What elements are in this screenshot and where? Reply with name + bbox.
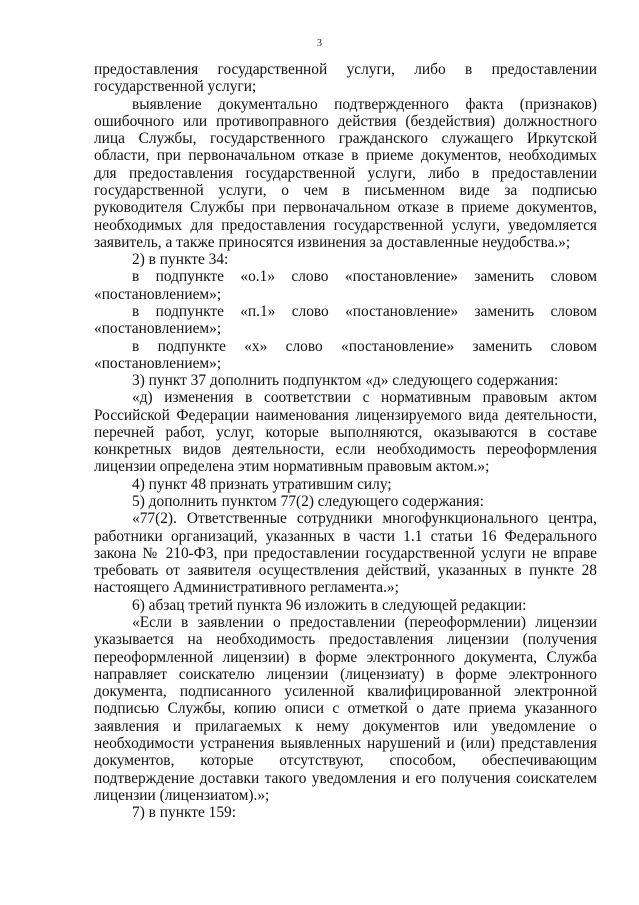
document-body [94,61,597,821]
paragraph: «77(2). Ответственные сотрудники многофункционального центра, работники организаций, указанных в части 1.1 статьи 16 Федерального закона № 210-ФЗ, при предоставлении государственной услуги не вправе требовать от заявителя осуществления действий, указанных в пункте 28 настоящего Административного регламента.»; [94,510,597,597]
paragraph: 7) в пункте 159: [132,804,236,822]
paragraph: в подпункте «о.1» слово «постановление» заменить словом «постановлением»; [94,268,597,303]
paragraph: 2) в пункте 34: [132,251,229,269]
paragraph: в подпункте «х» слово «постановление» заменить словом «постановлением»; [94,337,597,372]
paragraph: 6) абзац третий пункта 96 изложить в следующей редакции: [132,596,527,614]
paragraph: «д) изменения в соответствии с нормативным правовым актом Российской Федерации наименования лицензируемого вида деятельности, перечней работ, услуг, которые выполняются, оказываются в составе конкретных видов деятельности, если необходимость переоформления лицензии определена этим нормативным правовым актом.»; [94,389,597,476]
paragraph: 4) пункт 48 признать утратившим силу; [132,475,392,493]
paragraph: предоставления государственной услуги, либо в предоставлении государственной услуги; [94,61,597,96]
paragraph: 3) пункт 37 дополнить подпунктом «д» следующего содержания: [132,372,559,390]
paragraph: 5) дополнить пунктом 77(2) следующего содержания: [132,493,484,511]
paragraph: «Если в заявлении о предоставлении (переоформлении) лицензии указывается на необходимость предоставления лицензии (получения переоформленной лицензии) в форме электронного документа, Служба направляет соискателю лицензии (лицензиату) в форме электронного документа, подписанного усиленной квалифицированной электронной подписью Службы, копию описи с отметкой о дате приема указанного заявления и прилагаемых к нему документов или уведомление о необходимости устранения выявленных нарушений и (или) представления документов, которые отсутствуют, способом, обеспечивающим подтверждение доставки такого уведомления и его получения соискателем лицензии (лицензиатом).»; [94,614,597,804]
page-number: 3 [317,38,322,49]
paragraph: выявление документально подтвержденного факта (признаков) ошибочного или противоправного действия (бездействия) должностного лица Службы, государственного гражданского служащего Иркутской области, при первоначальном отказе в приеме документов, необходимых для предоставления государственной услуги, либо в предоставлении государственной услуги, о чем в письменном виде за подписью руководителя Службы при первоначальном отказе в приеме документов, необходимых для предоставления государственной услуги, уведомляется заявитель, а также приносятся извинения за доставленные неудобства.»; [94,95,597,251]
paragraph: в подпункте «п.1» слово «постановление» заменить словом «постановлением»; [94,302,597,338]
